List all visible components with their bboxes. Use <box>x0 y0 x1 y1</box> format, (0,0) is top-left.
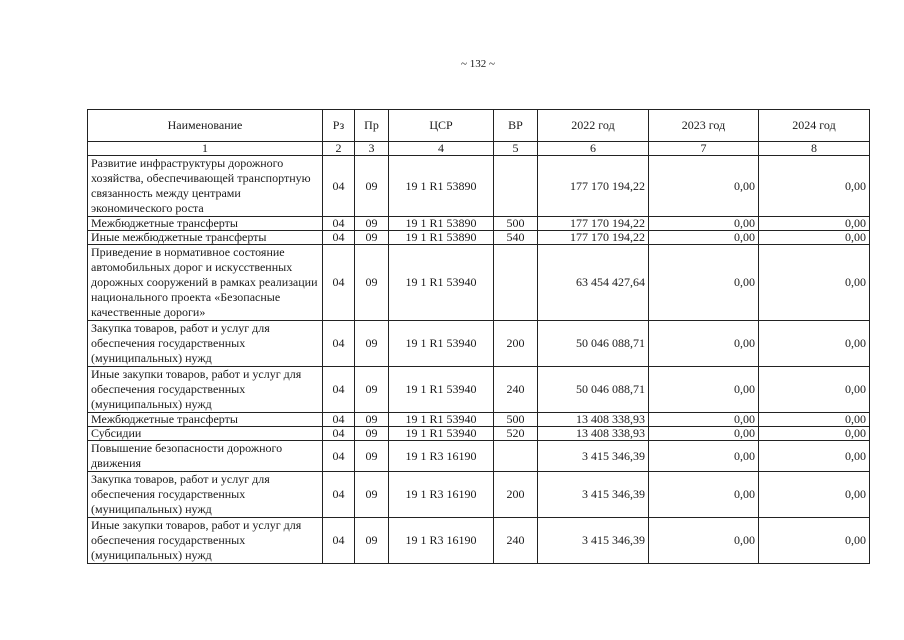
row-vr: 500 <box>494 217 538 231</box>
row-2023: 0,00 <box>649 367 759 413</box>
row-rz: 04 <box>323 518 355 564</box>
row-rz: 04 <box>323 427 355 441</box>
row-pr: 09 <box>355 245 389 321</box>
row-pr: 09 <box>355 441 389 472</box>
row-name: Закупка товаров, работ и услуг для обеспечения государственных (муниципальных) нужд <box>88 321 323 367</box>
table-row <box>88 427 870 441</box>
row-vr <box>494 245 538 321</box>
row-rz: 04 <box>323 156 355 217</box>
row-rz: 04 <box>323 441 355 472</box>
row-2024: 0,00 <box>759 427 870 441</box>
header-pr: Пр <box>355 110 389 142</box>
row-name: Закупка товаров, работ и услуг для обеспечения государственных (муниципальных) нужд <box>88 472 323 518</box>
header-row <box>88 110 870 142</box>
row-2024: 0,00 <box>759 441 870 472</box>
row-name: Приведение в нормативное состояние автомобильных дорог и искусственных дорожных сооружений в рамках реализации национального проекта «Безопасные качественные дороги» <box>88 245 323 321</box>
header-name: Наименование <box>88 110 323 142</box>
row-2023: 0,00 <box>649 413 759 427</box>
column-number: 7 <box>649 142 759 156</box>
row-2024: 0,00 <box>759 217 870 231</box>
row-vr <box>494 156 538 217</box>
row-csr: 19 1 R1 53890 <box>389 217 494 231</box>
header-2022: 2022 год <box>538 110 649 142</box>
row-2022: 3 415 346,39 <box>538 441 649 472</box>
row-name: Межбюджетные трансферты <box>88 217 323 231</box>
column-number-row <box>88 142 870 156</box>
row-rz: 04 <box>323 472 355 518</box>
column-number: 4 <box>389 142 494 156</box>
row-2024: 0,00 <box>759 321 870 367</box>
row-vr <box>494 441 538 472</box>
row-vr: 500 <box>494 413 538 427</box>
row-pr: 09 <box>355 367 389 413</box>
row-pr: 09 <box>355 427 389 441</box>
row-name: Повышение безопасности дорожного движения <box>88 441 323 472</box>
table-row <box>88 245 870 321</box>
page-number: ~ 132 ~ <box>461 58 495 70</box>
row-2024: 0,00 <box>759 413 870 427</box>
table-row <box>88 441 870 472</box>
row-csr: 19 1 R1 53890 <box>389 231 494 245</box>
row-2024: 0,00 <box>759 231 870 245</box>
column-number: 2 <box>323 142 355 156</box>
row-vr: 240 <box>494 367 538 413</box>
row-2023: 0,00 <box>649 217 759 231</box>
header-csr: ЦСР <box>389 110 494 142</box>
row-vr: 520 <box>494 427 538 441</box>
table-row <box>88 413 870 427</box>
row-pr: 09 <box>355 472 389 518</box>
header-rz: Рз <box>323 110 355 142</box>
row-vr: 240 <box>494 518 538 564</box>
header-2024: 2024 год <box>759 110 870 142</box>
row-2024: 0,00 <box>759 472 870 518</box>
row-vr: 200 <box>494 472 538 518</box>
table-row <box>88 217 870 231</box>
row-rz: 04 <box>323 245 355 321</box>
column-number: 5 <box>494 142 538 156</box>
row-2024: 0,00 <box>759 518 870 564</box>
row-2024: 0,00 <box>759 245 870 321</box>
header-2023: 2023 год <box>649 110 759 142</box>
row-name: Иные закупки товаров, работ и услуг для обеспечения государственных (муниципальных) нужд <box>88 518 323 564</box>
row-2023: 0,00 <box>649 245 759 321</box>
row-2023: 0,00 <box>649 156 759 217</box>
row-pr: 09 <box>355 321 389 367</box>
table-row <box>88 321 870 367</box>
row-rz: 04 <box>323 367 355 413</box>
row-csr: 19 1 R1 53940 <box>389 427 494 441</box>
row-pr: 09 <box>355 413 389 427</box>
row-vr: 200 <box>494 321 538 367</box>
column-number: 8 <box>759 142 870 156</box>
table-row <box>88 518 870 564</box>
row-pr: 09 <box>355 156 389 217</box>
header-vr: ВР <box>494 110 538 142</box>
row-2022: 3 415 346,39 <box>538 518 649 564</box>
row-rz: 04 <box>323 321 355 367</box>
row-rz: 04 <box>323 217 355 231</box>
row-csr: 19 1 R1 53940 <box>389 367 494 413</box>
budget-table <box>87 109 870 564</box>
column-number: 3 <box>355 142 389 156</box>
row-rz: 04 <box>323 413 355 427</box>
row-pr: 09 <box>355 231 389 245</box>
row-pr: 09 <box>355 217 389 231</box>
row-2023: 0,00 <box>649 472 759 518</box>
row-csr: 19 1 R1 53940 <box>389 245 494 321</box>
row-name: Межбюджетные трансферты <box>88 413 323 427</box>
row-pr: 09 <box>355 518 389 564</box>
row-name: Иные закупки товаров, работ и услуг для обеспечения государственных (муниципальных) нужд <box>88 367 323 413</box>
row-name: Субсидии <box>88 427 323 441</box>
row-csr: 19 1 R1 53940 <box>389 321 494 367</box>
table-row <box>88 156 870 217</box>
table-row <box>88 367 870 413</box>
row-2023: 0,00 <box>649 321 759 367</box>
row-2022: 3 415 346,39 <box>538 472 649 518</box>
row-2022: 177 170 194,22 <box>538 217 649 231</box>
row-2022: 50 046 088,71 <box>538 321 649 367</box>
column-number: 1 <box>88 142 323 156</box>
row-2022: 177 170 194,22 <box>538 156 649 217</box>
row-csr: 19 1 R3 16190 <box>389 441 494 472</box>
row-2023: 0,00 <box>649 427 759 441</box>
table-row <box>88 231 870 245</box>
row-2024: 0,00 <box>759 156 870 217</box>
column-number: 6 <box>538 142 649 156</box>
row-csr: 19 1 R3 16190 <box>389 472 494 518</box>
row-2023: 0,00 <box>649 231 759 245</box>
row-name: Иные межбюджетные трансферты <box>88 231 323 245</box>
row-csr: 19 1 R1 53890 <box>389 156 494 217</box>
row-2022: 63 454 427,64 <box>538 245 649 321</box>
row-2024: 0,00 <box>759 367 870 413</box>
table-row <box>88 472 870 518</box>
row-vr: 540 <box>494 231 538 245</box>
row-rz: 04 <box>323 231 355 245</box>
row-csr: 19 1 R1 53940 <box>389 413 494 427</box>
row-csr: 19 1 R3 16190 <box>389 518 494 564</box>
row-2023: 0,00 <box>649 441 759 472</box>
row-2022: 177 170 194,22 <box>538 231 649 245</box>
row-2022: 50 046 088,71 <box>538 367 649 413</box>
row-2023: 0,00 <box>649 518 759 564</box>
row-2022: 13 408 338,93 <box>538 427 649 441</box>
row-2022: 13 408 338,93 <box>538 413 649 427</box>
row-name: Развитие инфраструктуры дорожного хозяйства, обеспечивающей транспортную связанность между центрами экономического роста <box>88 156 323 217</box>
